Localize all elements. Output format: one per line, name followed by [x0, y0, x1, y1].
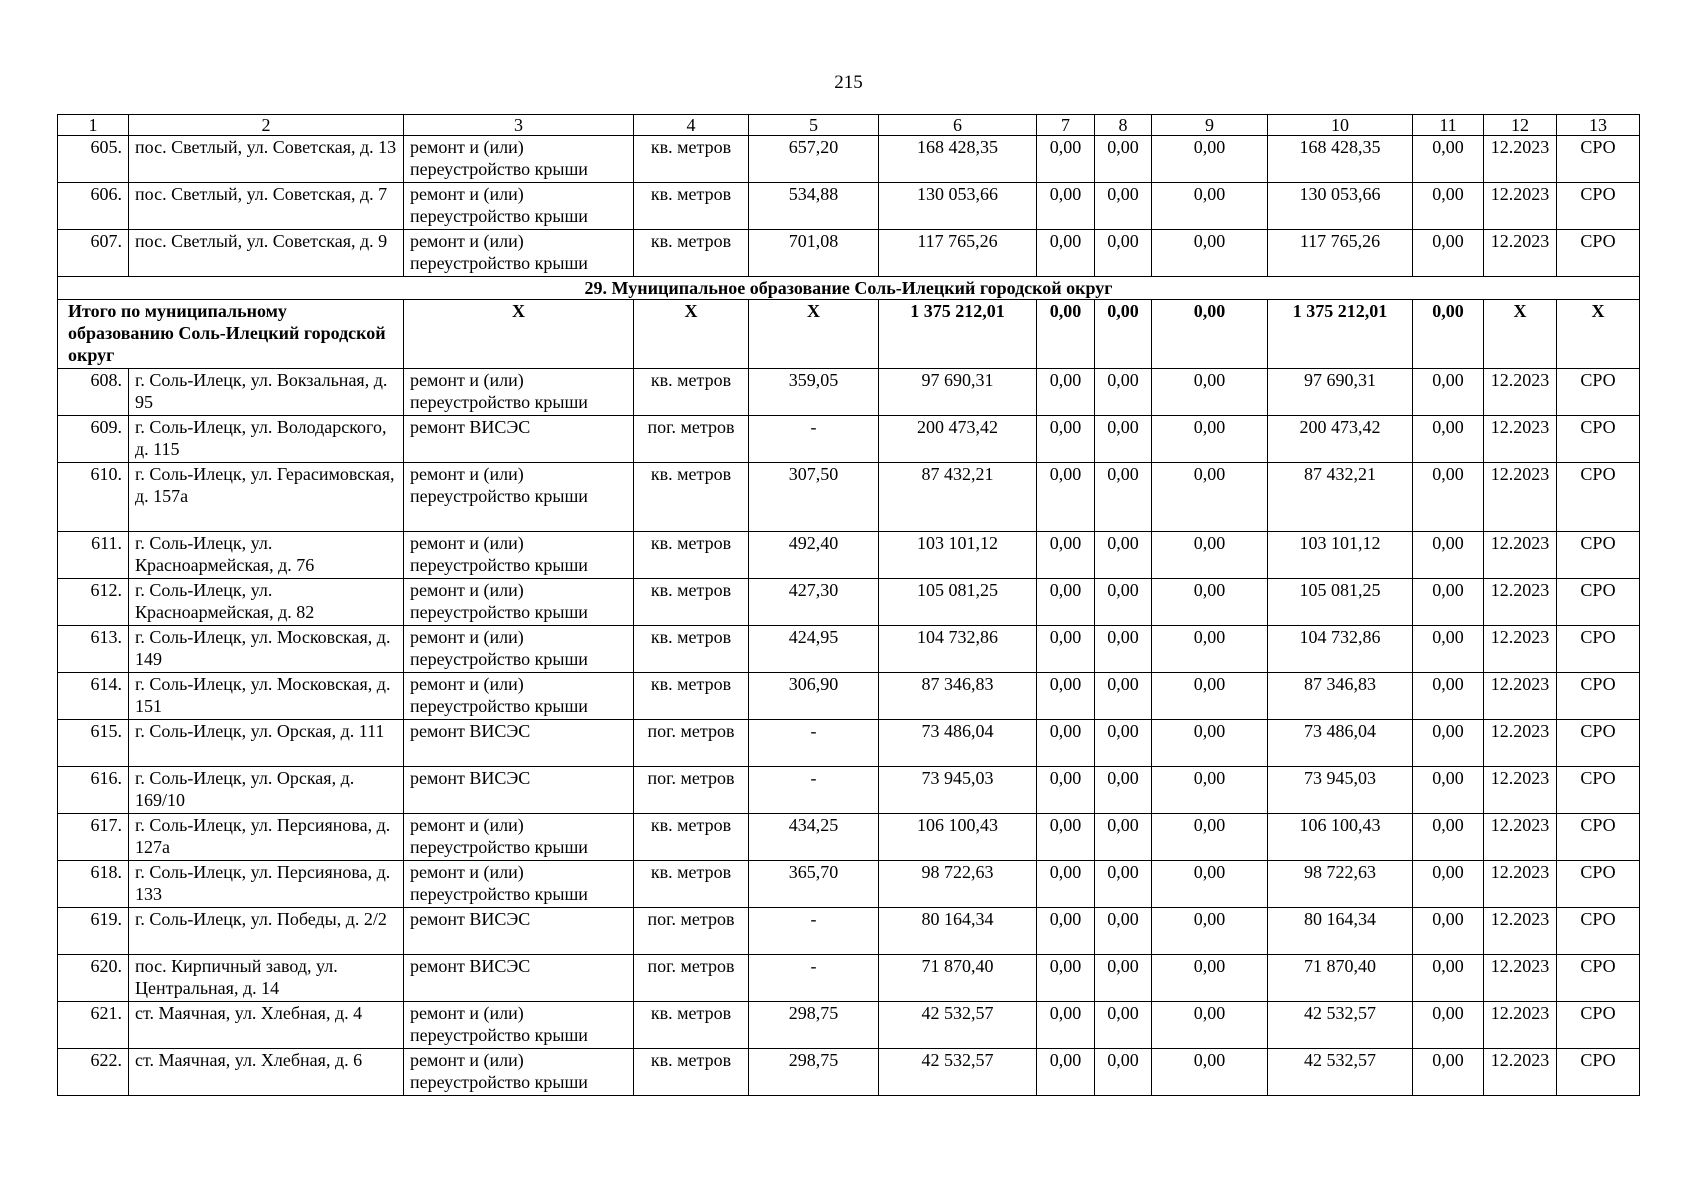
- deadline-cell: 12.2023: [1484, 720, 1557, 767]
- row-number: 610.: [58, 463, 129, 532]
- cost-cell: 0,00: [1095, 767, 1152, 814]
- column-number: 3: [404, 115, 634, 136]
- cost-cell: 42 532,57: [1268, 1049, 1413, 1096]
- column-number-row: [58, 115, 1640, 136]
- deadline-cell: 12.2023: [1484, 579, 1557, 626]
- cost-cell: 0,00: [1152, 136, 1268, 183]
- table-row: [58, 230, 1640, 277]
- work-type-cell: ремонт и (или) переустройство крыши: [404, 369, 634, 416]
- cost-cell: 0,00: [1152, 463, 1268, 532]
- cost-cell: 87 432,21: [1268, 463, 1413, 532]
- method-cell: СРО: [1557, 463, 1640, 532]
- cost-cell: 0,00: [1037, 136, 1095, 183]
- method-cell: СРО: [1557, 532, 1640, 579]
- quantity-cell: -: [749, 767, 879, 814]
- method-cell: СРО: [1557, 673, 1640, 720]
- totals-cell: 0,00: [1413, 300, 1484, 369]
- deadline-cell: 12.2023: [1484, 183, 1557, 230]
- work-type-cell: ремонт и (или) переустройство крыши: [404, 463, 634, 532]
- method-cell: СРО: [1557, 767, 1640, 814]
- deadline-cell: 12.2023: [1484, 230, 1557, 277]
- cost-cell: 0,00: [1413, 626, 1484, 673]
- unit-cell: кв. метров: [634, 626, 749, 673]
- column-number: 12: [1484, 115, 1557, 136]
- method-cell: СРО: [1557, 230, 1640, 277]
- address-cell: г. Соль-Илецк, ул. Московская, д. 149: [129, 626, 404, 673]
- row-number: 620.: [58, 955, 129, 1002]
- cost-cell: 0,00: [1413, 416, 1484, 463]
- deadline-cell: 12.2023: [1484, 369, 1557, 416]
- cost-cell: 0,00: [1413, 814, 1484, 861]
- method-cell: СРО: [1557, 579, 1640, 626]
- address-cell: г. Соль-Илецк, ул. Победы, д. 2/2: [129, 908, 404, 955]
- table-row: [58, 673, 1640, 720]
- address-cell: г. Соль-Илецк, ул. Персиянова, д. 133: [129, 861, 404, 908]
- cost-cell: 0,00: [1413, 1002, 1484, 1049]
- totals-cell: X: [1484, 300, 1557, 369]
- cost-cell: 0,00: [1095, 861, 1152, 908]
- quantity-cell: 307,50: [749, 463, 879, 532]
- table-row: [58, 1049, 1640, 1096]
- table-row: [58, 416, 1640, 463]
- cost-cell: 106 100,43: [1268, 814, 1413, 861]
- section-title: 29. Муниципальное образование Соль-Илецкий городской округ: [58, 277, 1640, 300]
- column-number: 11: [1413, 115, 1484, 136]
- cost-cell: 0,00: [1095, 955, 1152, 1002]
- cost-cell: 0,00: [1095, 416, 1152, 463]
- address-cell: ст. Маячная, ул. Хлебная, д. 4: [129, 1002, 404, 1049]
- work-type-cell: ремонт и (или) переустройство крыши: [404, 673, 634, 720]
- cost-cell: 0,00: [1095, 579, 1152, 626]
- cost-cell: 0,00: [1095, 183, 1152, 230]
- table-row: [58, 626, 1640, 673]
- cost-cell: 0,00: [1413, 955, 1484, 1002]
- cost-cell: 0,00: [1037, 720, 1095, 767]
- address-cell: пос. Светлый, ул. Советская, д. 13: [129, 136, 404, 183]
- cost-cell: 97 690,31: [1268, 369, 1413, 416]
- row-number: 607.: [58, 230, 129, 277]
- totals-cell: X: [404, 300, 634, 369]
- unit-cell: пог. метров: [634, 955, 749, 1002]
- deadline-cell: 12.2023: [1484, 626, 1557, 673]
- unit-cell: кв. метров: [634, 673, 749, 720]
- total-cost-cell: 117 765,26: [879, 230, 1037, 277]
- cost-cell: 0,00: [1037, 579, 1095, 626]
- quantity-cell: -: [749, 416, 879, 463]
- totals-row: [58, 300, 1640, 369]
- work-type-cell: ремонт и (или) переустройство крыши: [404, 1002, 634, 1049]
- unit-cell: кв. метров: [634, 463, 749, 532]
- quantity-cell: 434,25: [749, 814, 879, 861]
- unit-cell: кв. метров: [634, 579, 749, 626]
- total-cost-cell: 73 486,04: [879, 720, 1037, 767]
- work-type-cell: ремонт ВИСЭС: [404, 955, 634, 1002]
- method-cell: СРО: [1557, 955, 1640, 1002]
- cost-cell: 0,00: [1095, 463, 1152, 532]
- unit-cell: пог. метров: [634, 767, 749, 814]
- unit-cell: пог. метров: [634, 720, 749, 767]
- cost-cell: 0,00: [1152, 532, 1268, 579]
- quantity-cell: -: [749, 955, 879, 1002]
- cost-cell: 0,00: [1037, 626, 1095, 673]
- cost-cell: 0,00: [1037, 463, 1095, 532]
- deadline-cell: 12.2023: [1484, 673, 1557, 720]
- work-type-cell: ремонт и (или) переустройство крыши: [404, 136, 634, 183]
- quantity-cell: 365,70: [749, 861, 879, 908]
- unit-cell: кв. метров: [634, 814, 749, 861]
- cost-cell: 0,00: [1152, 369, 1268, 416]
- cost-cell: 0,00: [1152, 767, 1268, 814]
- cost-cell: 0,00: [1095, 673, 1152, 720]
- cost-cell: 0,00: [1152, 230, 1268, 277]
- work-type-cell: ремонт и (или) переустройство крыши: [404, 814, 634, 861]
- table-row: [58, 955, 1640, 1002]
- table-row: [58, 532, 1640, 579]
- cost-cell: 0,00: [1095, 136, 1152, 183]
- work-type-cell: ремонт ВИСЭС: [404, 416, 634, 463]
- row-number: 615.: [58, 720, 129, 767]
- row-number: 605.: [58, 136, 129, 183]
- unit-cell: пог. метров: [634, 416, 749, 463]
- deadline-cell: 12.2023: [1484, 814, 1557, 861]
- quantity-cell: 492,40: [749, 532, 879, 579]
- quantity-cell: 424,95: [749, 626, 879, 673]
- row-number: 609.: [58, 416, 129, 463]
- cost-cell: 0,00: [1095, 369, 1152, 416]
- column-number: 4: [634, 115, 749, 136]
- quantity-cell: 427,30: [749, 579, 879, 626]
- deadline-cell: 12.2023: [1484, 861, 1557, 908]
- row-number: 618.: [58, 861, 129, 908]
- section-header-row: [58, 277, 1640, 300]
- table-row: [58, 183, 1640, 230]
- cost-cell: 0,00: [1413, 720, 1484, 767]
- quantity-cell: 701,08: [749, 230, 879, 277]
- work-type-cell: ремонт и (или) переустройство крыши: [404, 1049, 634, 1096]
- row-number: 617.: [58, 814, 129, 861]
- unit-cell: кв. метров: [634, 369, 749, 416]
- method-cell: СРО: [1557, 369, 1640, 416]
- unit-cell: кв. метров: [634, 532, 749, 579]
- page-number: 215: [834, 72, 863, 93]
- quantity-cell: -: [749, 720, 879, 767]
- unit-cell: кв. метров: [634, 183, 749, 230]
- cost-cell: 0,00: [1152, 1002, 1268, 1049]
- cost-cell: 0,00: [1413, 673, 1484, 720]
- totals-cell: 1 375 212,01: [879, 300, 1037, 369]
- cost-cell: 0,00: [1095, 626, 1152, 673]
- cost-cell: 103 101,12: [1268, 532, 1413, 579]
- cost-cell: 0,00: [1413, 861, 1484, 908]
- row-number: 606.: [58, 183, 129, 230]
- row-number: 611.: [58, 532, 129, 579]
- address-cell: г. Соль-Илецк, ул. Вокзальная, д. 95: [129, 369, 404, 416]
- total-cost-cell: 98 722,63: [879, 861, 1037, 908]
- row-number: 619.: [58, 908, 129, 955]
- unit-cell: кв. метров: [634, 1002, 749, 1049]
- total-cost-cell: 130 053,66: [879, 183, 1037, 230]
- total-cost-cell: 80 164,34: [879, 908, 1037, 955]
- work-type-cell: ремонт ВИСЭС: [404, 908, 634, 955]
- method-cell: СРО: [1557, 720, 1640, 767]
- cost-cell: 73 486,04: [1268, 720, 1413, 767]
- cost-cell: 0,00: [1095, 532, 1152, 579]
- cost-cell: 0,00: [1413, 1049, 1484, 1096]
- cost-cell: 0,00: [1413, 136, 1484, 183]
- method-cell: СРО: [1557, 416, 1640, 463]
- deadline-cell: 12.2023: [1484, 955, 1557, 1002]
- cost-cell: 0,00: [1095, 814, 1152, 861]
- cost-cell: 0,00: [1037, 673, 1095, 720]
- cost-cell: 0,00: [1095, 1002, 1152, 1049]
- total-cost-cell: 73 945,03: [879, 767, 1037, 814]
- cost-cell: 0,00: [1037, 183, 1095, 230]
- row-number: 614.: [58, 673, 129, 720]
- cost-cell: 0,00: [1413, 369, 1484, 416]
- cost-cell: 80 164,34: [1268, 908, 1413, 955]
- cost-cell: 71 870,40: [1268, 955, 1413, 1002]
- total-cost-cell: 97 690,31: [879, 369, 1037, 416]
- column-number: 10: [1268, 115, 1413, 136]
- method-cell: СРО: [1557, 136, 1640, 183]
- column-number: 5: [749, 115, 879, 136]
- method-cell: СРО: [1557, 1002, 1640, 1049]
- method-cell: СРО: [1557, 1049, 1640, 1096]
- capital-repair-table: [57, 114, 1640, 1096]
- total-cost-cell: 104 732,86: [879, 626, 1037, 673]
- method-cell: СРО: [1557, 908, 1640, 955]
- cost-cell: 0,00: [1413, 579, 1484, 626]
- method-cell: СРО: [1557, 861, 1640, 908]
- address-cell: пос. Светлый, ул. Советская, д. 7: [129, 183, 404, 230]
- cost-cell: 0,00: [1095, 908, 1152, 955]
- cost-cell: 0,00: [1413, 463, 1484, 532]
- row-number: 616.: [58, 767, 129, 814]
- cost-cell: 0,00: [1152, 814, 1268, 861]
- cost-cell: 0,00: [1152, 861, 1268, 908]
- cost-cell: 0,00: [1037, 908, 1095, 955]
- table-row: [58, 720, 1640, 767]
- address-cell: г. Соль-Илецк, ул. Московская, д. 151: [129, 673, 404, 720]
- totals-cell: 0,00: [1095, 300, 1152, 369]
- cost-cell: 0,00: [1413, 532, 1484, 579]
- table-row: [58, 136, 1640, 183]
- cost-cell: 0,00: [1037, 861, 1095, 908]
- row-number: 622.: [58, 1049, 129, 1096]
- cost-cell: 0,00: [1152, 416, 1268, 463]
- quantity-cell: 657,20: [749, 136, 879, 183]
- cost-cell: 200 473,42: [1268, 416, 1413, 463]
- quantity-cell: 534,88: [749, 183, 879, 230]
- column-number: 9: [1152, 115, 1268, 136]
- unit-cell: кв. метров: [634, 861, 749, 908]
- cost-cell: 0,00: [1413, 767, 1484, 814]
- column-number: 8: [1095, 115, 1152, 136]
- total-cost-cell: 87 346,83: [879, 673, 1037, 720]
- cost-cell: 0,00: [1152, 183, 1268, 230]
- unit-cell: кв. метров: [634, 230, 749, 277]
- column-number: 13: [1557, 115, 1640, 136]
- cost-cell: 0,00: [1095, 720, 1152, 767]
- cost-cell: 0,00: [1152, 908, 1268, 955]
- totals-cell: X: [1557, 300, 1640, 369]
- table-row: [58, 767, 1640, 814]
- work-type-cell: ремонт и (или) переустройство крыши: [404, 183, 634, 230]
- address-cell: г. Соль-Илецк, ул. Орская, д. 111: [129, 720, 404, 767]
- address-cell: г. Соль-Илецк, ул. Персиянова, д. 127а: [129, 814, 404, 861]
- cost-cell: 0,00: [1037, 230, 1095, 277]
- total-cost-cell: 200 473,42: [879, 416, 1037, 463]
- totals-cell: 1 375 212,01: [1268, 300, 1413, 369]
- cost-cell: 0,00: [1037, 1049, 1095, 1096]
- cost-cell: 104 732,86: [1268, 626, 1413, 673]
- total-cost-cell: 42 532,57: [879, 1002, 1037, 1049]
- quantity-cell: 298,75: [749, 1049, 879, 1096]
- cost-cell: 0,00: [1413, 908, 1484, 955]
- address-cell: г. Соль-Илецк, ул. Красноармейская, д. 76: [129, 532, 404, 579]
- address-cell: ст. Маячная, ул. Хлебная, д. 6: [129, 1049, 404, 1096]
- cost-cell: 0,00: [1152, 955, 1268, 1002]
- table-row: [58, 814, 1640, 861]
- cost-cell: 0,00: [1037, 369, 1095, 416]
- cost-cell: 0,00: [1413, 183, 1484, 230]
- total-cost-cell: 71 870,40: [879, 955, 1037, 1002]
- cost-cell: 0,00: [1037, 814, 1095, 861]
- method-cell: СРО: [1557, 183, 1640, 230]
- total-cost-cell: 87 432,21: [879, 463, 1037, 532]
- cost-cell: 0,00: [1037, 532, 1095, 579]
- cost-cell: 73 945,03: [1268, 767, 1413, 814]
- cost-cell: 168 428,35: [1268, 136, 1413, 183]
- deadline-cell: 12.2023: [1484, 767, 1557, 814]
- cost-cell: 0,00: [1037, 767, 1095, 814]
- column-number: 7: [1037, 115, 1095, 136]
- cost-cell: 0,00: [1037, 1002, 1095, 1049]
- cost-cell: 0,00: [1152, 720, 1268, 767]
- method-cell: СРО: [1557, 626, 1640, 673]
- work-type-cell: ремонт и (или) переустройство крыши: [404, 230, 634, 277]
- work-type-cell: ремонт и (или) переустройство крыши: [404, 626, 634, 673]
- table-row: [58, 579, 1640, 626]
- table-row: [58, 463, 1640, 532]
- totals-label: Итого по муниципальному образованию Соль-Илецкий городской округ: [58, 300, 404, 369]
- unit-cell: кв. метров: [634, 136, 749, 183]
- cost-cell: 0,00: [1095, 230, 1152, 277]
- totals-cell: 0,00: [1037, 300, 1095, 369]
- work-type-cell: ремонт и (или) переустройство крыши: [404, 861, 634, 908]
- cost-cell: 0,00: [1152, 673, 1268, 720]
- table-row: [58, 908, 1640, 955]
- deadline-cell: 12.2023: [1484, 463, 1557, 532]
- cost-cell: 0,00: [1095, 1049, 1152, 1096]
- cost-cell: 0,00: [1037, 416, 1095, 463]
- cost-cell: 0,00: [1413, 230, 1484, 277]
- table-row: [58, 1002, 1640, 1049]
- quantity-cell: 306,90: [749, 673, 879, 720]
- table-row: [58, 861, 1640, 908]
- row-number: 621.: [58, 1002, 129, 1049]
- cost-cell: 0,00: [1152, 1049, 1268, 1096]
- cost-cell: 42 532,57: [1268, 1002, 1413, 1049]
- unit-cell: пог. метров: [634, 908, 749, 955]
- deadline-cell: 12.2023: [1484, 1049, 1557, 1096]
- quantity-cell: 298,75: [749, 1002, 879, 1049]
- cost-cell: 87 346,83: [1268, 673, 1413, 720]
- row-number: 608.: [58, 369, 129, 416]
- row-number: 613.: [58, 626, 129, 673]
- deadline-cell: 12.2023: [1484, 1002, 1557, 1049]
- totals-cell: 0,00: [1152, 300, 1268, 369]
- cost-cell: 0,00: [1152, 579, 1268, 626]
- address-cell: г. Соль-Илецк, ул. Орская, д. 169/10: [129, 767, 404, 814]
- column-number: 2: [129, 115, 404, 136]
- total-cost-cell: 168 428,35: [879, 136, 1037, 183]
- work-type-cell: ремонт и (или) переустройство крыши: [404, 579, 634, 626]
- column-number: 1: [58, 115, 129, 136]
- address-cell: г. Соль-Илецк, ул. Красноармейская, д. 82: [129, 579, 404, 626]
- total-cost-cell: 106 100,43: [879, 814, 1037, 861]
- cost-cell: 105 081,25: [1268, 579, 1413, 626]
- address-cell: пос. Светлый, ул. Советская, д. 9: [129, 230, 404, 277]
- deadline-cell: 12.2023: [1484, 908, 1557, 955]
- row-number: 612.: [58, 579, 129, 626]
- deadline-cell: 12.2023: [1484, 136, 1557, 183]
- deadline-cell: 12.2023: [1484, 532, 1557, 579]
- work-type-cell: ремонт ВИСЭС: [404, 767, 634, 814]
- cost-cell: 117 765,26: [1268, 230, 1413, 277]
- quantity-cell: -: [749, 908, 879, 955]
- totals-cell: X: [634, 300, 749, 369]
- unit-cell: кв. метров: [634, 1049, 749, 1096]
- totals-cell: X: [749, 300, 879, 369]
- table-row: [58, 369, 1640, 416]
- total-cost-cell: 42 532,57: [879, 1049, 1037, 1096]
- cost-cell: 98 722,63: [1268, 861, 1413, 908]
- total-cost-cell: 105 081,25: [879, 579, 1037, 626]
- work-type-cell: ремонт и (или) переустройство крыши: [404, 532, 634, 579]
- cost-cell: 0,00: [1152, 626, 1268, 673]
- quantity-cell: 359,05: [749, 369, 879, 416]
- method-cell: СРО: [1557, 814, 1640, 861]
- address-cell: пос. Кирпичный завод, ул. Центральная, д. 14: [129, 955, 404, 1002]
- column-number: 6: [879, 115, 1037, 136]
- address-cell: г. Соль-Илецк, ул. Герасимовская, д. 157а: [129, 463, 404, 532]
- total-cost-cell: 103 101,12: [879, 532, 1037, 579]
- cost-cell: 0,00: [1037, 955, 1095, 1002]
- cost-cell: 130 053,66: [1268, 183, 1413, 230]
- deadline-cell: 12.2023: [1484, 416, 1557, 463]
- work-type-cell: ремонт ВИСЭС: [404, 720, 634, 767]
- address-cell: г. Соль-Илецк, ул. Володарского, д. 115: [129, 416, 404, 463]
